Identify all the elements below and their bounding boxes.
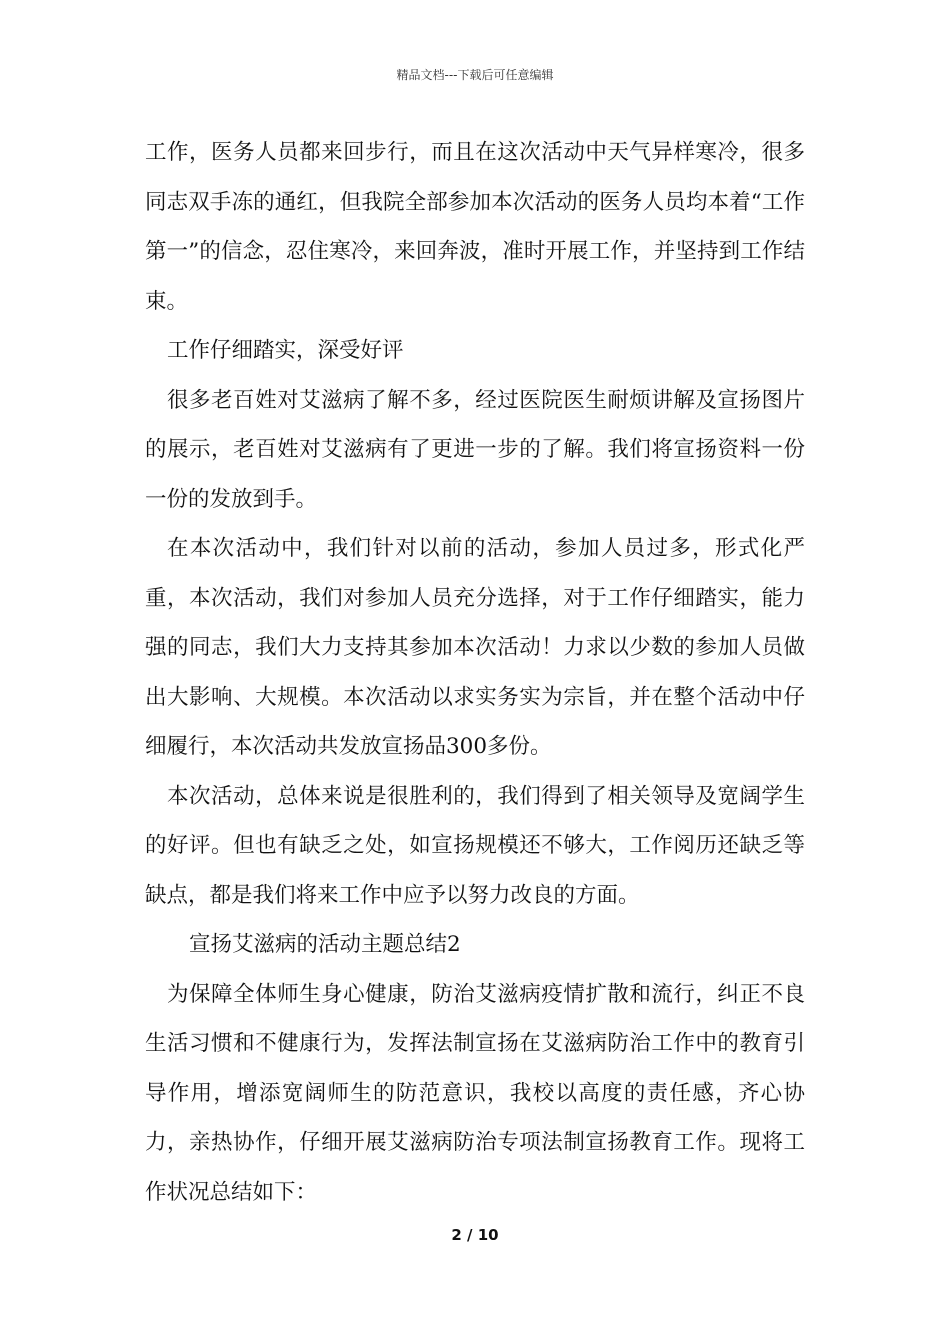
paragraph-school-program: 为保障全体师生身心健康，防治艾滋病疫情扩散和流行，纠正不良生活习惯和不健康行为，发挥法制宣扬在艾滋病防治工作中的教育引导作用，增添宽阔师生的防范意识，我校以高度的责任感，齐心协力，亲热协作，仔细开展艾滋病防治专项法制宣扬教育工作。现将工作状况总结如下： [145, 981, 805, 1205]
paragraph-summary: 本次活动，总体来说是很胜利的，我们得到了相关领导及宽阔学生的好评。但也有缺乏之处，如宣扬规模还不够大，工作阅历还缺乏等缺点，都是我们将来工作中应予以努力改良的方面。 [145, 783, 805, 908]
section-heading-work-attitude: 工作仔细踏实，深受好评 [167, 338, 404, 363]
document-body [145, 128, 805, 1217]
section-title-summary-2: 宣扬艾滋病的活动主题总结2 [189, 932, 461, 957]
paragraph-continued: 工作，医务人员都来回步行，而且在这次活动中天气异样寒冷，很多同志双手冻的通红，但我院全部参加本次活动的医务人员均本着“工作第一”的信念，忍住寒冷，来回奔波，准时开展工作，并坚持到工作结束。 [145, 140, 805, 314]
page-number: 2 / 10 [451, 1226, 499, 1244]
paragraph-public-awareness: 很多老百姓对艾滋病了解不多，经过医院医生耐烦讲解及宣扬图片的展示，老百姓对艾滋病有了更进一步的了解。我们将宣扬资料一份一份的发放到手。 [145, 387, 805, 512]
page-header: 精品文档---下载后可任意编辑 [396, 68, 554, 82]
paragraph-activity-organization: 在本次活动中，我们针对以前的活动，参加人员过多，形式化严重，本次活动，我们对参加人员充分选择，对于工作仔细踏实，能力强的同志，我们大力支持其参加本次活动！力求以少数的参加人员做出大影响、大规模。本次活动以求实务实为宗旨，并在整个活动中仔细履行，本次活动共发放宣扬品300多份。 [145, 536, 805, 759]
